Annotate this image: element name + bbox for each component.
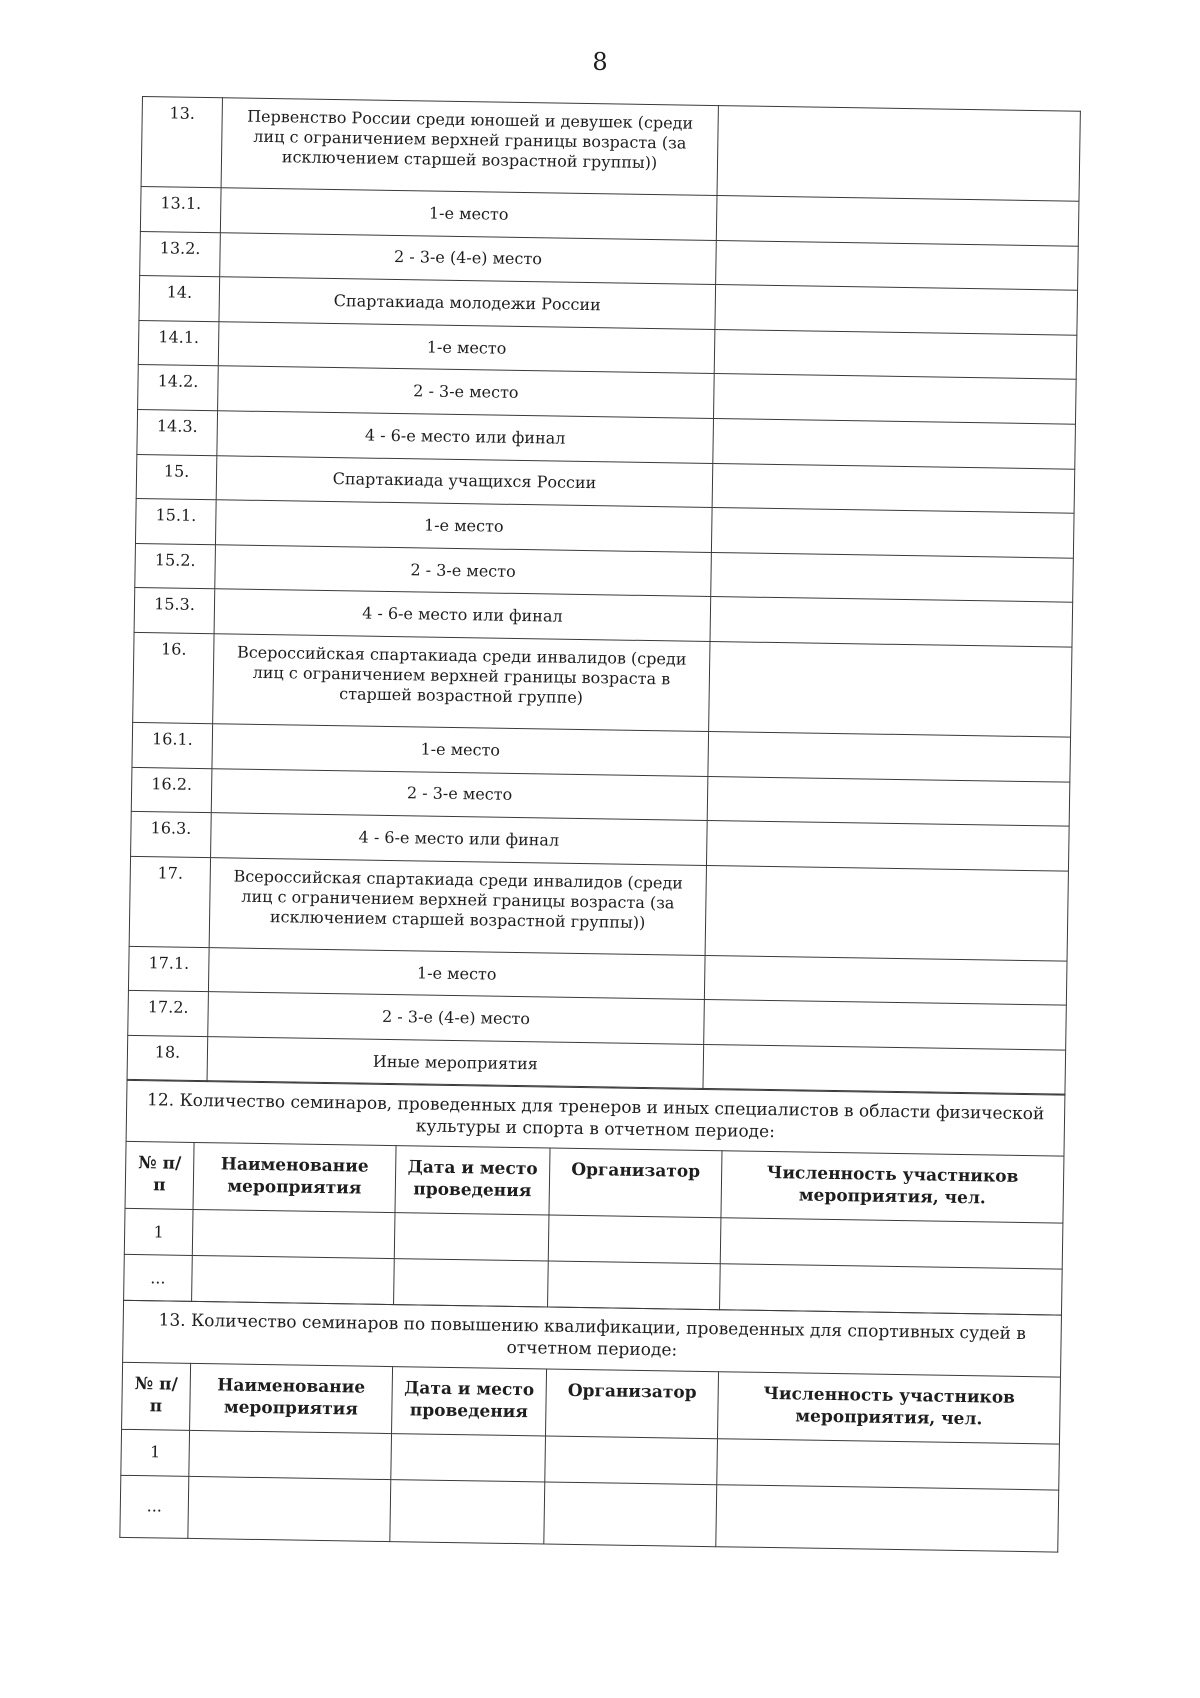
row-number: 18. bbox=[127, 1035, 208, 1081]
row-number: 14.3. bbox=[137, 409, 218, 455]
seminars-coaches-table bbox=[123, 1079, 1065, 1316]
row-number: 14.1. bbox=[138, 320, 219, 366]
event-name: Первенство России среди юношей и девушек (среди лиц с ограничением верхней границы возраста (за исключением старшей возрастной группы)) bbox=[221, 98, 718, 196]
event-name-cell[interactable] bbox=[192, 1255, 395, 1304]
value-cell[interactable] bbox=[705, 865, 1068, 961]
row-number: 1 bbox=[121, 1429, 190, 1476]
row-number: 15.1. bbox=[135, 499, 216, 545]
participants-cell[interactable] bbox=[720, 1264, 1063, 1315]
column-header-event-name: Наименование мероприятия bbox=[193, 1142, 396, 1212]
seminars-judges-table bbox=[119, 1299, 1062, 1552]
row-number: 14. bbox=[139, 276, 220, 322]
row-number: 17. bbox=[129, 856, 210, 947]
participants-cell[interactable] bbox=[720, 1218, 1063, 1269]
row-number: 1 bbox=[124, 1208, 193, 1255]
value-cell[interactable] bbox=[714, 329, 1077, 379]
event-name: Спартакиада молодежи России bbox=[219, 277, 716, 329]
event-name: 4 - 6-е место или финал bbox=[211, 813, 708, 865]
value-cell[interactable] bbox=[717, 106, 1080, 202]
section-13-title: 13. Количество семинаров по повышению квалификации, проведенных для спортивных судей в отчетном периоде: bbox=[123, 1300, 1062, 1377]
column-header-date-place: Дата и место проведения bbox=[392, 1366, 547, 1435]
event-name: 1-е место bbox=[220, 188, 717, 240]
event-name: 4 - 6-е место или финал bbox=[217, 411, 714, 463]
organizer-cell[interactable] bbox=[548, 1261, 721, 1310]
value-cell[interactable] bbox=[716, 240, 1079, 290]
column-header-event-name: Наименование мероприятия bbox=[190, 1363, 393, 1433]
competition-results-table bbox=[127, 96, 1081, 1095]
date-place-cell[interactable] bbox=[394, 1259, 549, 1307]
value-cell[interactable] bbox=[707, 776, 1070, 826]
event-name-cell[interactable] bbox=[189, 1430, 392, 1479]
row-number: ... bbox=[120, 1475, 189, 1538]
value-cell[interactable] bbox=[710, 597, 1073, 647]
organizer-cell[interactable] bbox=[548, 1215, 721, 1264]
value-cell[interactable] bbox=[709, 641, 1072, 737]
page-number: 8 bbox=[592, 48, 608, 76]
date-place-cell[interactable] bbox=[394, 1213, 549, 1261]
row-number: 13. bbox=[141, 97, 222, 188]
row-number: 16. bbox=[133, 632, 214, 723]
event-name: 1-е место bbox=[208, 947, 705, 999]
row-number: 16.1. bbox=[132, 722, 213, 768]
row-number: 14.2. bbox=[138, 365, 219, 411]
value-cell[interactable] bbox=[706, 821, 1069, 871]
event-name: 2 - 3-е место bbox=[218, 366, 715, 418]
column-header-organizer: Организатор bbox=[546, 1369, 719, 1439]
date-place-cell[interactable] bbox=[391, 1433, 546, 1481]
value-cell[interactable] bbox=[704, 955, 1067, 1005]
event-name: 2 - 3-е место bbox=[215, 544, 712, 596]
value-cell[interactable] bbox=[711, 508, 1074, 558]
column-header-participants: Численность участников мероприятия, чел. bbox=[721, 1151, 1064, 1223]
row-number: 16.2. bbox=[131, 767, 212, 813]
event-name-cell[interactable] bbox=[192, 1209, 395, 1258]
form-sheet bbox=[119, 96, 1080, 1552]
event-name: 1-е место bbox=[212, 724, 709, 776]
date-place-cell[interactable] bbox=[390, 1479, 545, 1543]
event-name: 4 - 6-е место или финал bbox=[214, 589, 711, 641]
event-name-cell[interactable] bbox=[188, 1476, 391, 1541]
column-header-number: № п/п bbox=[122, 1362, 191, 1430]
value-cell[interactable] bbox=[714, 374, 1077, 424]
event-name: Иные мероприятия bbox=[207, 1037, 704, 1089]
participants-cell[interactable] bbox=[717, 1438, 1060, 1489]
event-name: Спартакиада учащихся России bbox=[216, 455, 713, 507]
value-cell[interactable] bbox=[716, 196, 1079, 246]
value-cell[interactable] bbox=[708, 731, 1071, 781]
row-number: 15.2. bbox=[135, 543, 216, 589]
row-number: 15. bbox=[136, 454, 217, 500]
value-cell[interactable] bbox=[711, 552, 1074, 602]
column-header-number: № п/п bbox=[125, 1141, 194, 1209]
row-number: 17.1. bbox=[128, 946, 209, 992]
section-12-title: 12. Количество семинаров, проведенных для тренеров и иных специалистов в области физической культуры и спорта в отчетном периоде: bbox=[126, 1079, 1065, 1156]
column-header-date-place: Дата и место проведения bbox=[395, 1146, 550, 1215]
column-header-organizer: Организатор bbox=[549, 1148, 722, 1218]
row-number: 13.2. bbox=[140, 231, 221, 277]
table-row bbox=[129, 856, 1068, 961]
row-number: 17.2. bbox=[128, 991, 209, 1037]
competition-results-body bbox=[127, 97, 1080, 1095]
row-number: ... bbox=[124, 1254, 193, 1301]
table-row bbox=[133, 632, 1072, 737]
value-cell[interactable] bbox=[703, 1044, 1066, 1094]
value-cell[interactable] bbox=[704, 1000, 1067, 1050]
organizer-cell[interactable] bbox=[544, 1481, 717, 1546]
row-number: 13.1. bbox=[140, 186, 221, 232]
event-name: 2 - 3-е место bbox=[211, 768, 708, 820]
participants-cell[interactable] bbox=[716, 1484, 1059, 1551]
event-name: 2 - 3-е (4-е) место bbox=[220, 232, 717, 284]
event-name: Всероссийская спартакиада среди инвалидов (среди лиц с ограничением верхней границы возраста (за исключением старшей возрастной группы)) bbox=[209, 857, 706, 955]
row-number: 15.3. bbox=[134, 588, 215, 634]
value-cell[interactable] bbox=[712, 463, 1075, 513]
organizer-cell[interactable] bbox=[545, 1436, 718, 1485]
event-name: 2 - 3-е (4-е) место bbox=[208, 992, 705, 1044]
event-name: 1-е место bbox=[218, 322, 715, 374]
table-row bbox=[141, 97, 1080, 202]
row-number: 16.3. bbox=[131, 812, 212, 858]
event-name: 1-е место bbox=[215, 500, 712, 552]
column-header-participants: Численность участников мероприятия, чел. bbox=[717, 1371, 1060, 1443]
value-cell[interactable] bbox=[713, 418, 1076, 468]
value-cell[interactable] bbox=[715, 285, 1078, 335]
event-name: Всероссийская спартакиада среди инвалидов (среди лиц с ограничением верхней границы возраста в старшей возрастной группе) bbox=[213, 634, 710, 732]
